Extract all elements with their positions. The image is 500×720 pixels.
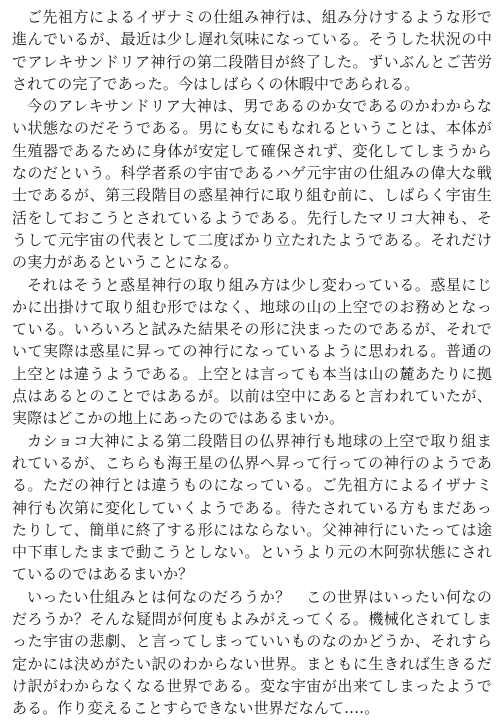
paragraph-3: それはそうと惑星神行の取り組み方は少し変わっている。惑星にじかに出掛けて取り組む形ではなく、地球の山の上空でのお務めとなっている。いろいろと試みた結果その形に決まったのであるが、それでいて実際は惑星に昇っての神行になっているように思われる。普通の上空とは違うようである。上空とは言っても本当は山の麓あたりに拠点はあるとのことではあるが。以前は空中にあると言われていたが、実際はどこかの地上にあったのではあるまいか。 xyxy=(12,275,492,428)
paragraph-1: ご先祖方によるイザナミの仕組み神行は、組み分けするような形で進んでいるが、最近は少し遅れ気味になっている。そうした状況の中でアレキサンドリア神行の第二段階目が終了した。ずいぶんとご苦労されての完了であった。今はしばらくの休暇中であられる。 xyxy=(12,8,492,93)
paragraph-5: いったい仕組みとは何なのだろうか？ この世界はいったい何なのだろうか？そんな疑問が何度もよみがえってくる。機械化されてしまった宇宙の悲劇、と言ってしまっていいものなのかどうか、それすら定かには決めがたい訳のわからない世界。まともに生きれば生きるだけ訳がわからなくなる世界である。変な宇宙が出来てしまったようである。作り変えることすらできない世界だなんて‥‥。 xyxy=(12,587,492,718)
paragraph-2: 今のアレキサンドリア大神は、男であるのか女であるのかわからない状態なのだそうである。男にも女にもなれるということは、本体が生殖器であるために身体が安定して確保されず、変化してしまうからなのだという。科学者系の宇宙であるハゲ元宇宙の仕組みの偉大な戦士であるが、第三段階目の惑星神行に取り組む前に、しばらく宇宙生活をしておこうとされているようである。先行したマリコ大神も、そうして元宇宙の代表として二度ばかり立たれたようである。それだけの実力があるということになる。 xyxy=(12,97,492,272)
paragraph-4: カショコ大神による第二段階目の仏界神行も地球の上空で取り組まれているが、こちらも海王星の仏界へ昇って行っての神行のようである。ただの神行とは違うものになっている。ご先祖方によるイザナミ神行も次第に変化していくようである。待たされている方もまだあったりして、簡単に終了する形にはならない。父神神行にいたっては途中下車したままで動こうとしない。というより元の木阿弥状態にされているのではあるまいか？ xyxy=(12,431,492,584)
